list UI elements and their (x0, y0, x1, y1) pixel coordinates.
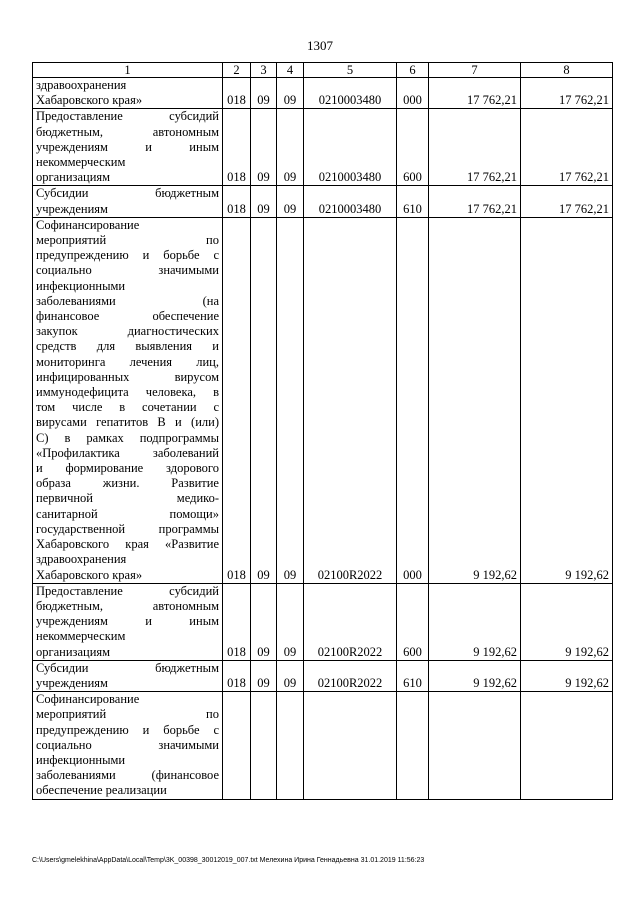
expense-type-cell: 600 (397, 109, 429, 186)
expense-type-cell: 610 (397, 660, 429, 691)
description-line: учреждениям (36, 675, 108, 690)
description-line: Субсидии бюджетным (36, 186, 219, 201)
description-line: Предоставление субсидий (36, 109, 219, 124)
description-line: предупреждению и борьбе с (36, 248, 219, 263)
table-row (33, 217, 613, 583)
description-line: инфекционными (36, 278, 126, 293)
target-article-cell: 02100R2022 (304, 583, 397, 660)
row-description (33, 217, 223, 583)
amount-2019-cell: 17 762,21 (429, 186, 521, 217)
admin-code-cell: 018 (223, 583, 251, 660)
description-line: Софинансирование (36, 217, 140, 232)
description-line: учреждениям (36, 201, 108, 216)
row-description (33, 186, 223, 217)
table-row (33, 78, 613, 109)
target-article-cell: 0210003480 (304, 78, 397, 109)
admin-code-cell: 018 (223, 78, 251, 109)
description-line: мероприятий по (36, 707, 219, 722)
description-line: C) в рамках подпрограммы (36, 430, 219, 445)
expense-type-cell: 000 (397, 217, 429, 583)
description-line: и формирование здорового (36, 461, 219, 476)
description-line: первичной медико- (36, 491, 219, 506)
subsection-cell: 09 (277, 186, 304, 217)
description-line: том числе в сочетании с (36, 400, 219, 415)
target-article-cell (304, 692, 397, 799)
description-line: Предоставление субсидий (36, 583, 219, 598)
column-header: 4 (277, 63, 304, 78)
table-row (33, 660, 613, 691)
expense-type-cell: 610 (397, 186, 429, 217)
description-line: «Профилактика заболеваний (36, 445, 219, 460)
amount-approved-cell: 9 192,62 (521, 583, 613, 660)
subsection-cell: 09 (277, 583, 304, 660)
description-line: вирусами гепатитов B и (или) (36, 415, 219, 430)
description-line: некоммерческим (36, 629, 126, 644)
section-cell: 09 (251, 583, 277, 660)
description-line: заболеваниями (на (36, 293, 219, 308)
amount-approved-cell: 17 762,21 (521, 109, 613, 186)
description-line: инфекционными (36, 752, 126, 767)
column-header: 2 (223, 63, 251, 78)
description-line: мониторинга лечения лиц, (36, 354, 219, 369)
description-line: обеспечение реализации (36, 783, 167, 798)
amount-approved-cell: 9 192,62 (521, 217, 613, 583)
target-article-cell: 0210003480 (304, 186, 397, 217)
amount-approved-cell: 17 762,21 (521, 78, 613, 109)
description-line: образа жизни. Развитие (36, 476, 219, 491)
table-row (33, 583, 613, 660)
amount-2019-cell: 9 192,62 (429, 217, 521, 583)
description-line: Софинансирование (36, 692, 140, 707)
subsection-cell (277, 692, 304, 799)
description-line: учреждениям и иным (36, 614, 219, 629)
column-header: 1 (33, 63, 223, 78)
expense-type-cell (397, 692, 429, 799)
column-header: 8 (521, 63, 613, 78)
row-description (33, 583, 223, 660)
description-line: государственной программы (36, 521, 219, 536)
description-line: Хабаровского края» (36, 567, 143, 582)
description-line: закупок диагностических (36, 324, 219, 339)
expense-type-cell: 600 (397, 583, 429, 660)
row-description (33, 692, 223, 799)
description-line: Хабаровского края» (36, 93, 143, 108)
column-header: 5 (304, 63, 397, 78)
description-line: Хабаровского края «Развитие (36, 537, 219, 552)
amount-2019-cell: 17 762,21 (429, 78, 521, 109)
column-header: 7 (429, 63, 521, 78)
target-article-cell: 0210003480 (304, 109, 397, 186)
description-line: некоммерческим (36, 155, 126, 170)
table-row (33, 186, 613, 217)
subsection-cell: 09 (277, 660, 304, 691)
admin-code-cell: 018 (223, 660, 251, 691)
column-header: 6 (397, 63, 429, 78)
description-line: мероприятий по (36, 233, 219, 248)
section-cell: 09 (251, 217, 277, 583)
amount-2019-cell: 17 762,21 (429, 109, 521, 186)
admin-code-cell: 018 (223, 217, 251, 583)
file-path-footer: C:\Users\gmelekhina\AppData\Local\Temp\3K_00398_30012019_007.txt Мелехина Ирина Геннадьевна 31.01.2019 11:56:23 (32, 857, 425, 864)
description-line: социально значимыми (36, 263, 219, 278)
admin-code-cell (223, 692, 251, 799)
table-row (33, 692, 613, 799)
description-line: организациям (36, 644, 111, 659)
description-line: заболеваниями (финансовое (36, 768, 219, 783)
amount-approved-cell: 9 192,62 (521, 660, 613, 691)
description-line: иммунодефицита человека, в (36, 385, 219, 400)
subsection-cell: 09 (277, 109, 304, 186)
amount-approved-cell: 17 762,21 (521, 186, 613, 217)
description-line: здравоохранения (36, 78, 127, 92)
description-line: социально значимыми (36, 737, 219, 752)
subsection-cell: 09 (277, 217, 304, 583)
column-header: 3 (251, 63, 277, 78)
description-line: организациям (36, 170, 111, 185)
amount-2019-cell (429, 692, 521, 799)
amount-2019-cell: 9 192,62 (429, 660, 521, 691)
target-article-cell: 02100R2022 (304, 660, 397, 691)
section-cell: 09 (251, 109, 277, 186)
row-description (33, 78, 223, 109)
section-cell: 09 (251, 660, 277, 691)
description-line: предупреждению и борьбе с (36, 722, 219, 737)
description-line: финансовое обеспечение (36, 309, 219, 324)
table-row (33, 109, 613, 186)
description-line: бюджетным, автономным (36, 598, 219, 613)
description-line: средств для выявления и (36, 339, 219, 354)
table-header-row (33, 63, 613, 78)
row-description (33, 109, 223, 186)
description-line: учреждениям и иным (36, 139, 219, 154)
budget-table (32, 62, 613, 800)
page-number: 1307 (307, 38, 333, 53)
section-cell (251, 692, 277, 799)
description-line: инфицированных вирусом (36, 369, 219, 384)
target-article-cell: 02100R2022 (304, 217, 397, 583)
admin-code-cell: 018 (223, 109, 251, 186)
section-cell: 09 (251, 186, 277, 217)
description-line: санитарной помощи» (36, 506, 219, 521)
admin-code-cell: 018 (223, 186, 251, 217)
row-description (33, 660, 223, 691)
subsection-cell: 09 (277, 78, 304, 109)
expense-type-cell: 000 (397, 78, 429, 109)
description-line: здравоохранения (36, 552, 127, 567)
section-cell: 09 (251, 78, 277, 109)
description-line: Субсидии бюджетным (36, 660, 219, 675)
amount-2019-cell: 9 192,62 (429, 583, 521, 660)
amount-approved-cell (521, 692, 613, 799)
description-line: бюджетным, автономным (36, 124, 219, 139)
